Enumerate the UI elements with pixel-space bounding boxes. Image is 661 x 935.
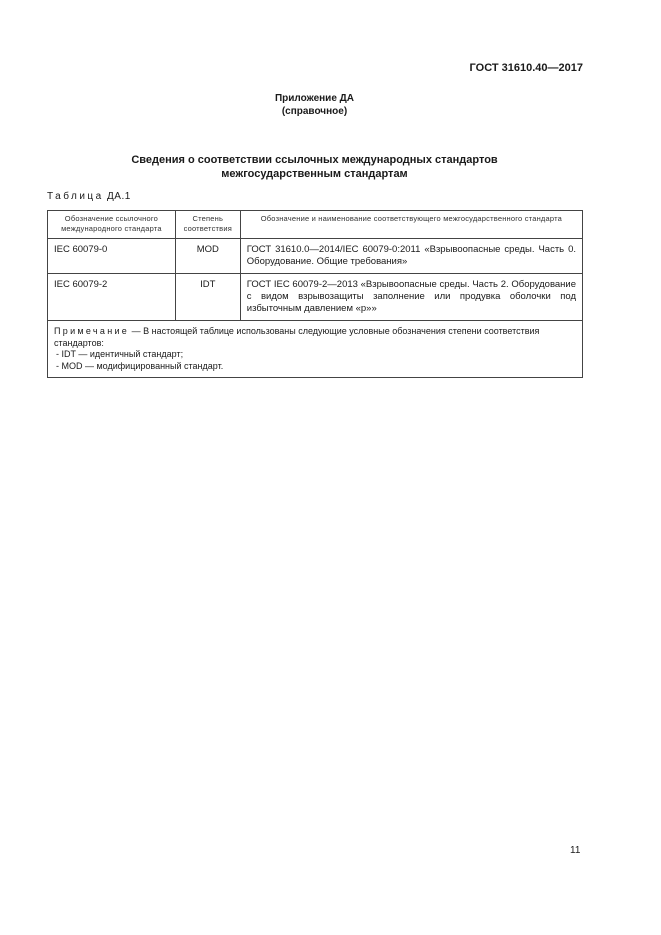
- table-note-row: [48, 321, 583, 378]
- page-number: 11: [570, 845, 581, 856]
- section-heading: [0, 153, 629, 181]
- table-caption-label: Таблица: [47, 191, 104, 202]
- note-item-mod: - MOD — модифицированный стандарт.: [56, 360, 224, 371]
- appendix-title: Приложение ДА: [274, 93, 355, 104]
- cell-national-standard: ГОСТ IEC 60079-2—2013 «Взрывоопасные среды. Часть 2. Оборудование с видом взрывозащиты заполнение или продувка оболочки под избыточным давлением «р»»: [240, 274, 582, 321]
- note-label: Примечание: [54, 326, 130, 336]
- table-caption: [47, 191, 131, 202]
- appendix-block: [0, 92, 629, 118]
- table-note: [48, 321, 583, 378]
- cell-intl-standard: IEC 60079-0: [48, 239, 176, 274]
- heading-line-1: Сведения о соответствии ссылочных международных стандартов: [131, 154, 498, 166]
- heading-line-2: межгосударственным стандартам: [221, 168, 408, 180]
- column-header-national-standard: Обозначение и наименование соответствующего межгосударственного стандарта: [240, 211, 582, 239]
- document-code: ГОСТ 31610.40—2017: [469, 62, 583, 74]
- note-paragraph: [54, 326, 576, 349]
- table-header-row: [48, 211, 583, 239]
- column-header-degree: Степень соответствия: [175, 211, 240, 239]
- cell-degree: MOD: [175, 239, 240, 274]
- note-item-idt: - IDT — идентичный стандарт;: [56, 349, 184, 359]
- table-row: [48, 274, 583, 321]
- table-caption-id: ДА.1: [107, 191, 131, 202]
- cell-intl-standard: IEC 60079-2: [48, 274, 176, 321]
- cell-national-standard: ГОСТ 31610.0—2014/IEC 60079-0:2011 «Взрывоопасные среды. Часть 0. Оборудование. Общие требования»: [240, 239, 582, 274]
- note-text: — В настоящей таблице использованы следующие условные обозначения степени соответствия стандартов:: [54, 326, 540, 348]
- table-row: [48, 239, 583, 274]
- column-header-intl-standard: Обозначение ссылочного международного стандарта: [48, 211, 176, 239]
- appendix-subtitle: (справочное): [281, 106, 348, 117]
- correspondence-table: [47, 210, 583, 378]
- cell-degree: IDT: [175, 274, 240, 321]
